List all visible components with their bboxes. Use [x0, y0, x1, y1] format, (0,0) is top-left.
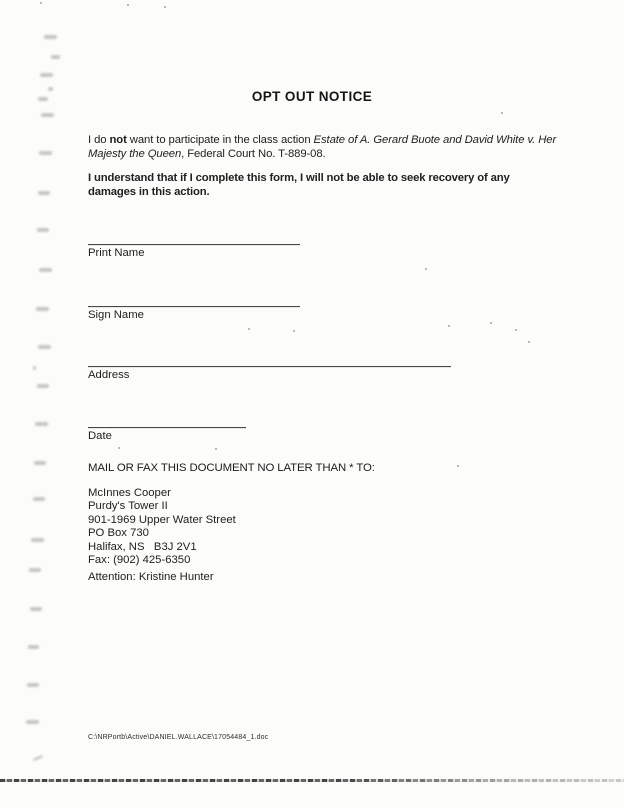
margin-smudge-mark — [33, 366, 36, 370]
document-file-path: C:\NRPortb\Active\DANIEL.WALLACE\17054484_1.doc — [88, 734, 269, 741]
text-run: I do — [88, 134, 110, 146]
print-name-label: Print Name — [88, 247, 145, 259]
scan-speck — [164, 6, 166, 8]
scan-speck — [501, 112, 503, 114]
margin-smudge-mark — [27, 683, 39, 687]
margin-smudge-mark — [39, 268, 52, 272]
scan-speck — [448, 325, 450, 327]
margin-smudge-mark — [36, 307, 49, 311]
margin-smudge-mark — [37, 384, 49, 388]
margin-smudge-mark — [28, 645, 39, 649]
text-run: want to participate in the class action — [126, 134, 314, 146]
date-label: Date — [88, 430, 112, 442]
margin-smudge-mark — [30, 607, 42, 611]
margin-smudge-mark — [44, 35, 57, 39]
recipient-line: McInnes Cooper — [88, 487, 171, 499]
scan-speck — [248, 328, 250, 330]
text-run: I understand that if I complete this form, I will not be able to seek recovery of any — [88, 172, 510, 184]
scan-speck — [457, 465, 459, 467]
warning-paragraph — [88, 171, 624, 199]
text-run: not — [109, 134, 127, 146]
scan-speck — [127, 4, 129, 6]
recipient-address-block — [88, 487, 236, 567]
print-name-line — [88, 244, 300, 245]
scan-speck — [515, 329, 517, 331]
date-field — [88, 427, 246, 442]
margin-smudge-mark — [26, 720, 39, 724]
margin-smudge-mark — [29, 568, 41, 572]
margin-smudge-mark — [38, 191, 50, 195]
print-name-field — [88, 244, 300, 259]
scan-speck — [40, 2, 42, 4]
margin-smudge-mark — [34, 461, 46, 465]
margin-smudge-mark — [38, 97, 48, 101]
margin-smudge-mark — [40, 73, 53, 77]
sign-name-field — [88, 306, 300, 321]
address-label: Address — [88, 369, 130, 381]
scan-speck — [425, 268, 427, 270]
text-run: damages in this action. — [88, 186, 210, 198]
recipient-line: Fax: (902) 425-6350 — [88, 554, 191, 567]
mail-instruction: MAIL OR FAX THIS DOCUMENT NO LATER THAN * TO: — [88, 462, 375, 474]
margin-smudge-mark — [41, 113, 54, 117]
sign-name-label: Sign Name — [88, 309, 144, 321]
sign-name-line — [88, 306, 300, 307]
scan-speck — [215, 448, 217, 450]
margin-smudge-mark — [33, 497, 45, 501]
margin-smudge-mark — [48, 87, 53, 91]
recipient-line: Purdy's Tower II — [88, 500, 168, 513]
date-line — [88, 427, 246, 428]
page-title: OPT OUT NOTICE — [251, 89, 373, 104]
scan-speck — [490, 322, 492, 324]
margin-smudge-mark — [51, 55, 60, 59]
text-run: Majesty the Queen — [88, 148, 182, 160]
margin-smudge-mark — [33, 755, 43, 761]
margin-smudge-mark — [37, 228, 49, 232]
margin-smudge-mark — [38, 345, 51, 349]
intro-paragraph — [88, 133, 624, 161]
address-field — [88, 366, 451, 381]
page-edge-fade — [0, 778, 624, 783]
margin-smudge-mark — [39, 151, 52, 155]
margin-smudge-mark — [31, 538, 44, 542]
margin-smudge-mark — [35, 422, 48, 426]
text-run: Estate of A. Gerard Buote and David White v. Her — [313, 134, 557, 146]
scan-speck — [528, 341, 530, 343]
scan-speck — [293, 330, 295, 332]
recipient-line: Halifax, NS B3J 2V1 — [88, 540, 197, 553]
text-run: , Federal Court No. T-889-08. — [181, 148, 326, 160]
address-line — [88, 366, 451, 367]
recipient-line: PO Box 730 — [88, 527, 149, 540]
attention-line: Attention: Kristine Hunter — [88, 571, 214, 583]
recipient-line: 901-1969 Upper Water Street — [88, 513, 236, 526]
scan-speck — [118, 447, 120, 449]
